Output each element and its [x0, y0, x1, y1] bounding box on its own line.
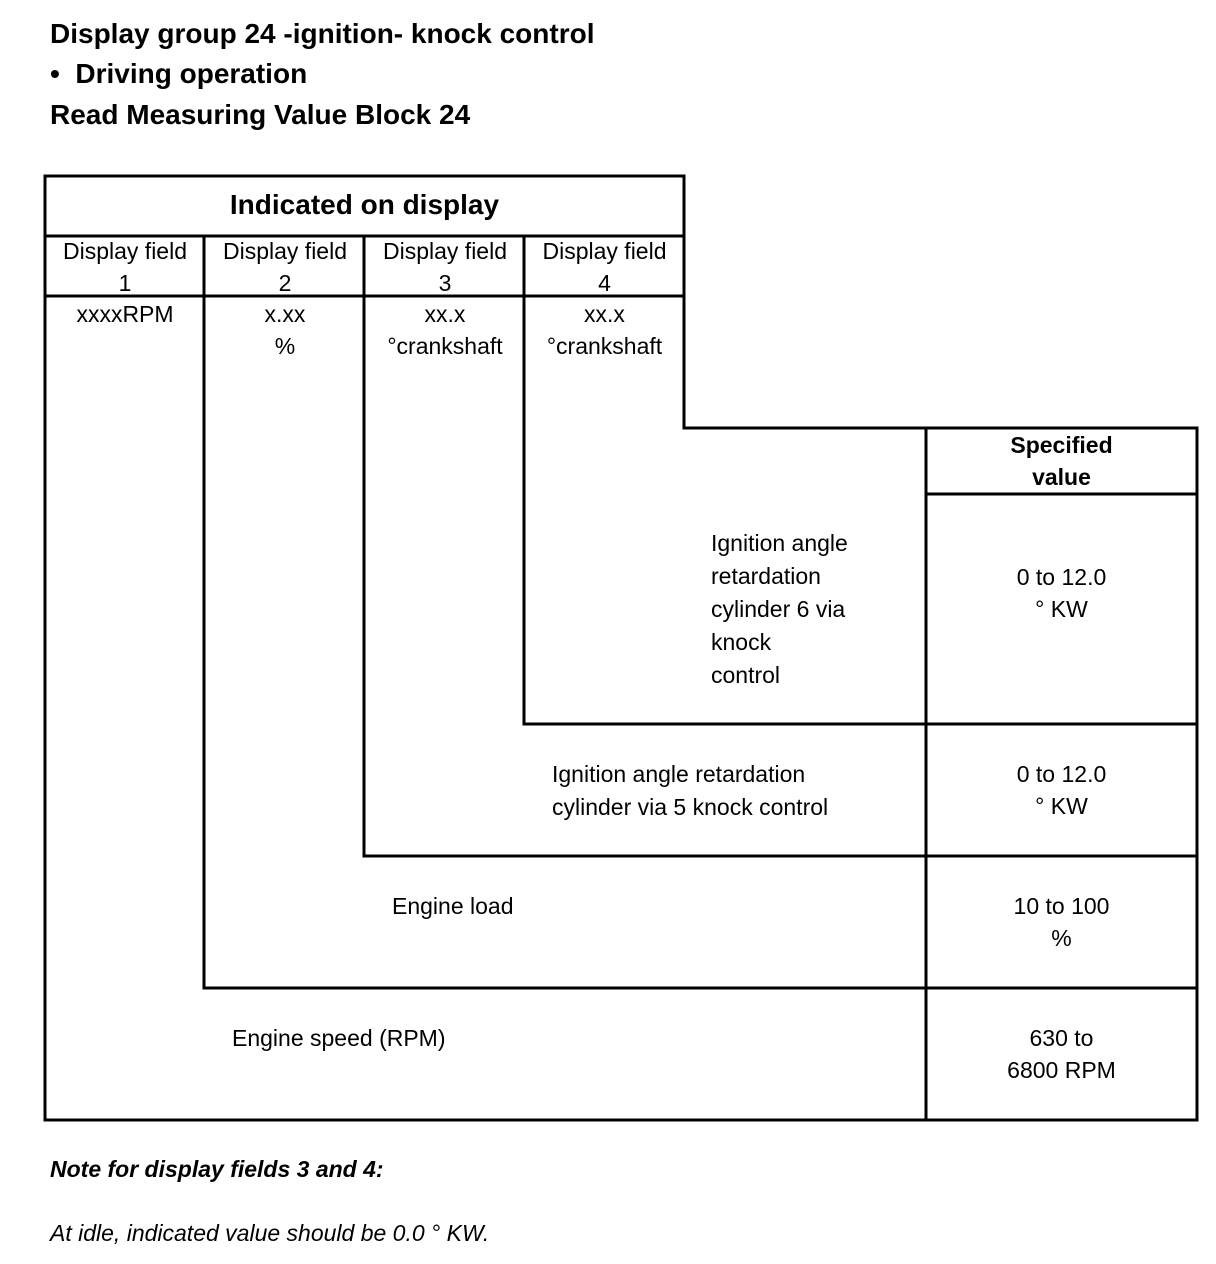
row-field-4-spec: 0 to 12.0 ° KW — [1016, 564, 1107, 622]
page-title: Display group 24 -ignition- knock control — [50, 18, 595, 49]
row-field-4-description: Ignition angle retardation cylinder 6 via knock control — [711, 530, 848, 688]
display-field-2-header: Display field 2 — [223, 238, 347, 296]
row-field-1-description: Engine speed (RPM) — [232, 1025, 446, 1051]
note-text: At idle, indicated value should be 0.0 ° KW. — [50, 1220, 490, 1246]
specified-value-header: Specified value — [1010, 432, 1113, 490]
display-field-4-value: xx.x °crankshaft — [546, 301, 663, 359]
row-field-2-spec: 10 to 100 % — [1013, 893, 1110, 951]
display-field-3-header: Display field 3 — [383, 238, 507, 296]
note-heading: Note for display fields 3 and 4: — [50, 1156, 384, 1182]
row-field-3-description: Ignition angle retardation cylinder via 5 knock control — [552, 761, 829, 820]
bullet-line — [50, 58, 307, 90]
display-field-1-value: xxxxRPM — [76, 301, 174, 327]
row-field-2-description: Engine load — [392, 893, 514, 919]
row-field-1-spec: 630 to 6800 RPM — [1007, 1025, 1116, 1083]
page-subtitle: Read Measuring Value Block 24 — [50, 99, 471, 130]
bullet-mark: • — [50, 58, 60, 89]
display-field-3-value: xx.x °crankshaft — [387, 301, 503, 359]
display-field-4-header: Display field 4 — [542, 238, 667, 296]
bullet-text: Driving operation — [75, 58, 308, 89]
display-field-2-value: x.xx % — [264, 301, 306, 359]
row-field-3-spec: 0 to 12.0 ° KW — [1016, 761, 1107, 819]
display-field-1-header: Display field 1 — [63, 238, 187, 296]
indicated-title: Indicated on display — [229, 189, 500, 220]
